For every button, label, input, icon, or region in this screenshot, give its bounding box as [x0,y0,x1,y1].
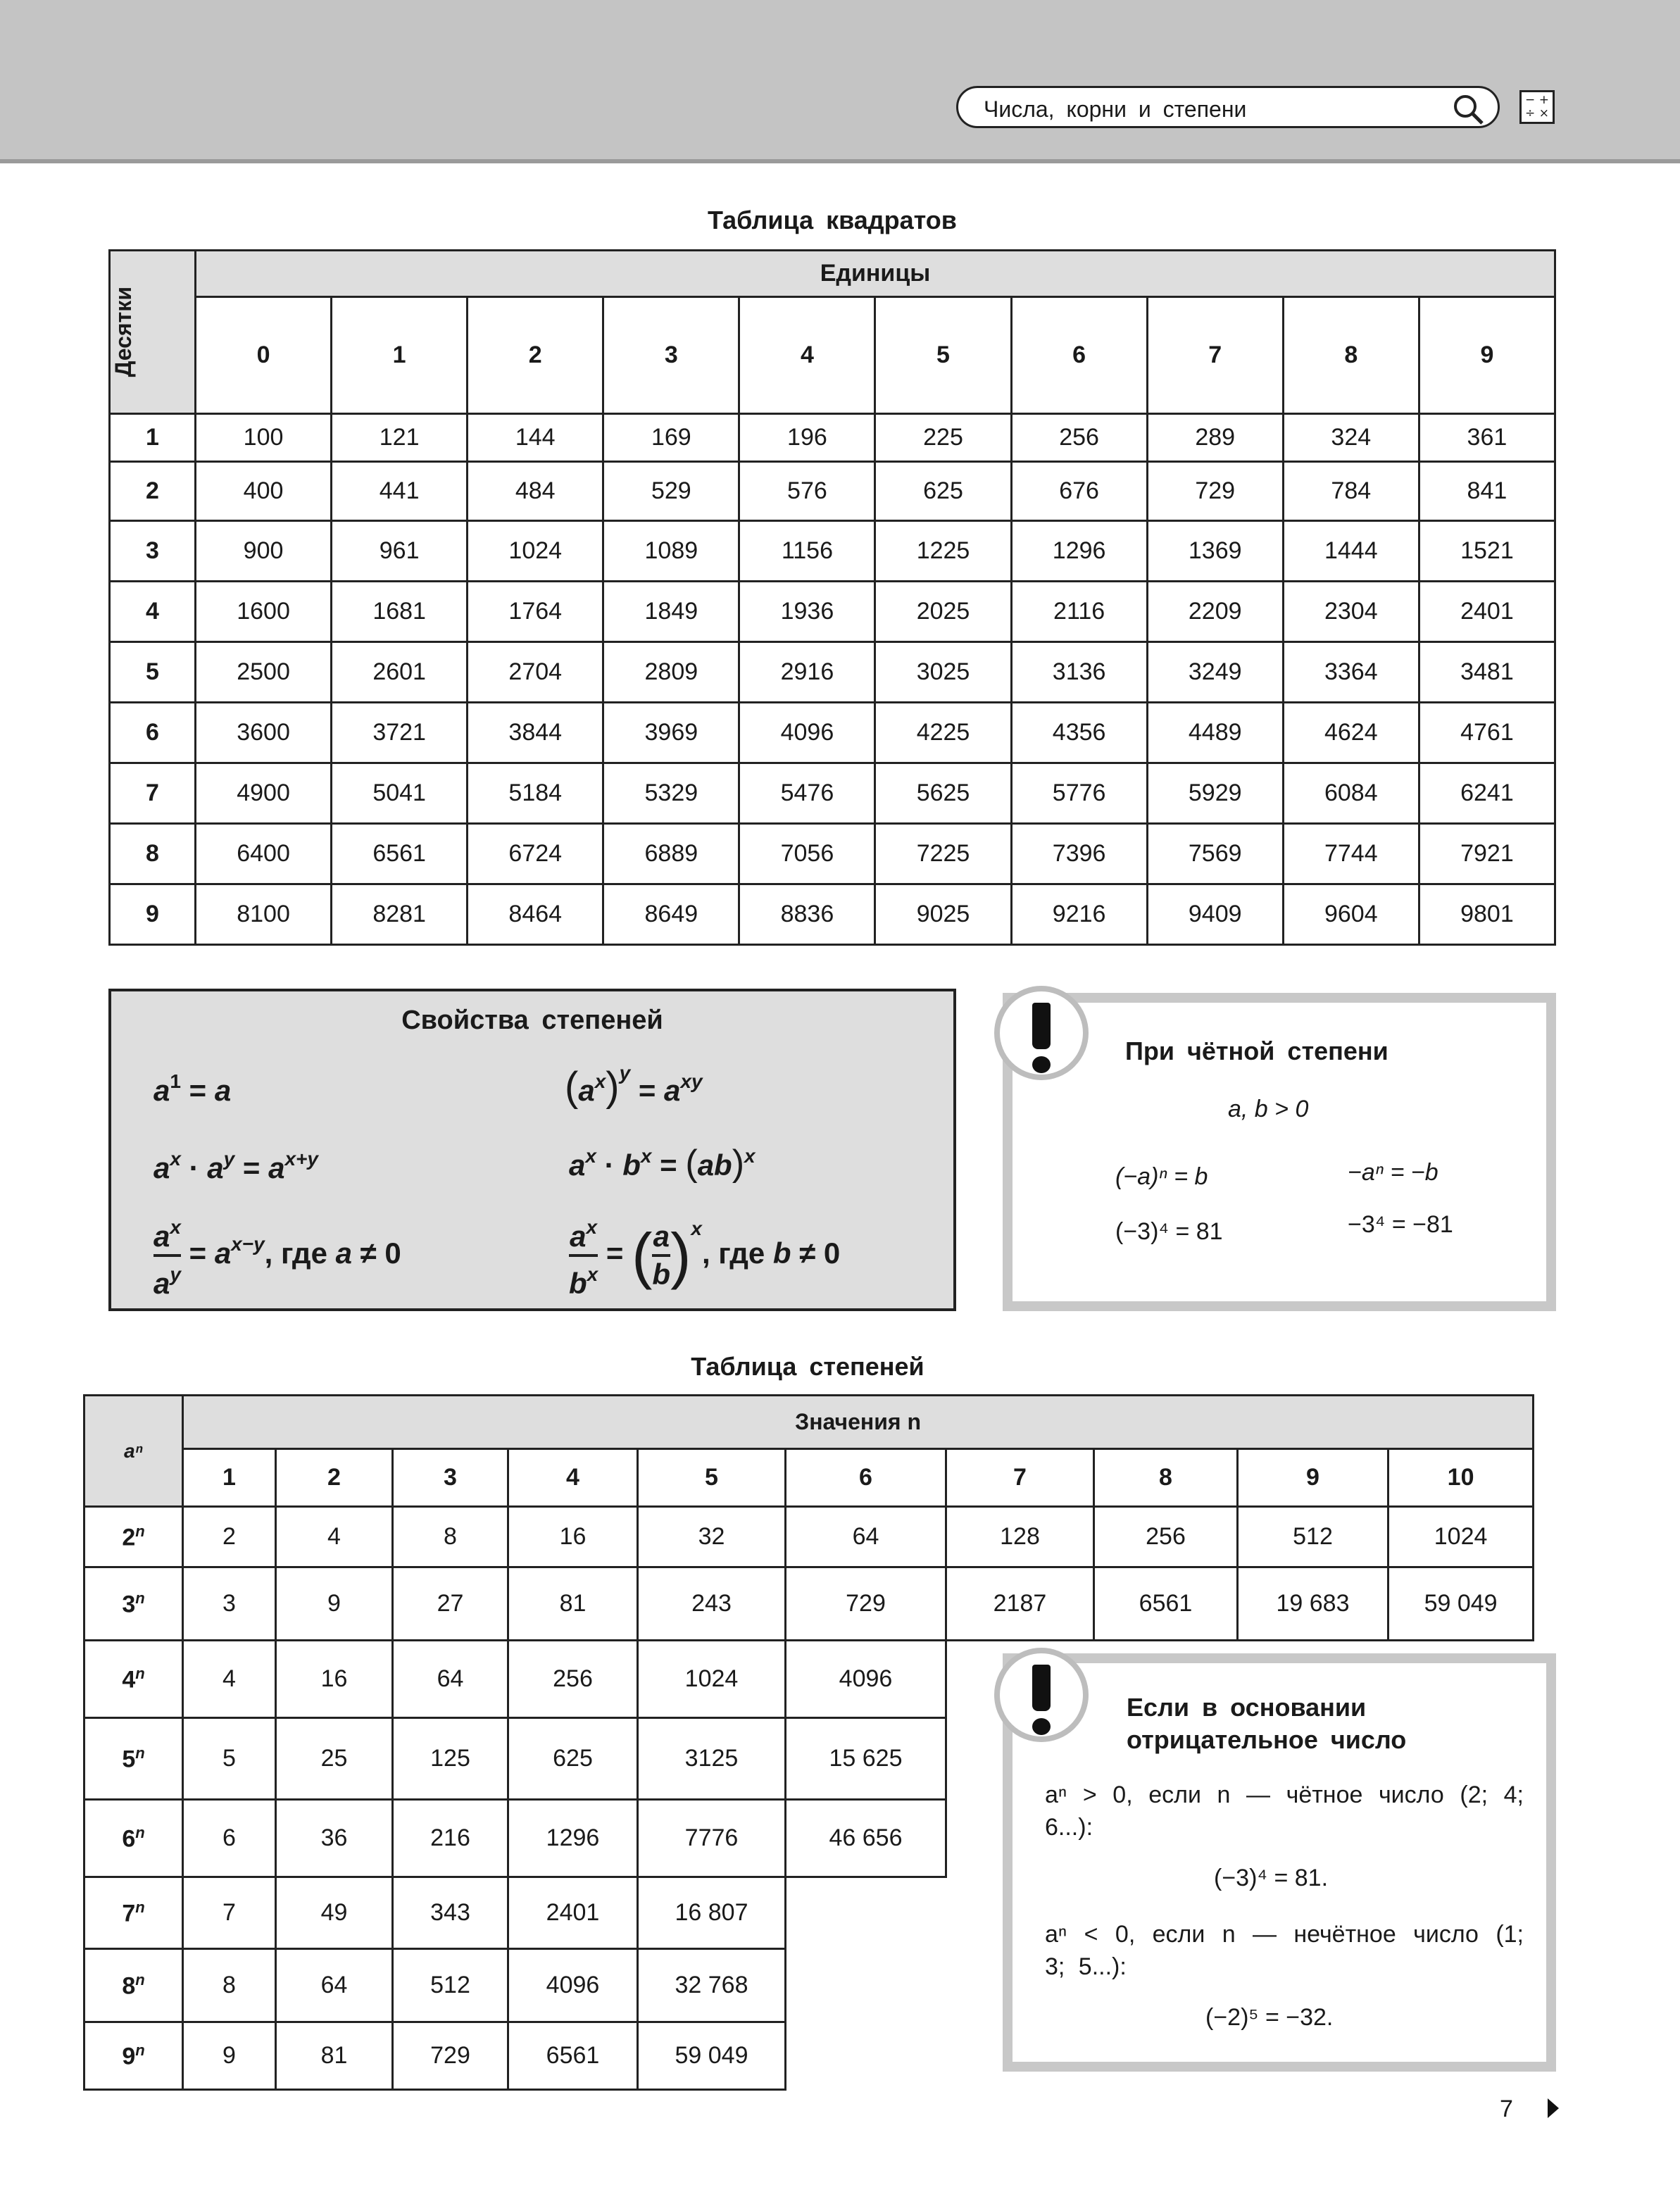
units-header: 8 [1283,297,1419,414]
power-value: 1024 [638,1641,786,1718]
power-value: 59 049 [638,2022,786,2090]
power-value: 343 [393,1877,508,1949]
n-header: 2 [276,1449,393,1507]
square-value: 5476 [739,763,875,824]
square-value: 2809 [603,642,739,703]
square-value: 5776 [1011,763,1147,824]
square-value: 5929 [1147,763,1283,824]
base-cell: 2$^n$ [84,1507,183,1567]
square-value: 2116 [1011,582,1147,642]
power-value: 6561 [1094,1567,1238,1641]
units-header: 4 [739,297,875,414]
power-value: 2187 [946,1567,1094,1641]
square-value: 900 [196,521,332,582]
table-row [110,462,1555,521]
square-value: 5184 [468,763,603,824]
power-value: 8 [183,1949,276,2022]
tens-cell: 6 [110,703,196,763]
power-value: 216 [393,1800,508,1877]
units-header: 2 [468,297,603,414]
square-value: 6561 [332,824,468,884]
power-value: 46 656 [786,1800,946,1877]
square-value: 9801 [1419,884,1555,945]
square-value: 1521 [1419,521,1555,582]
square-value: 9025 [875,884,1011,945]
square-value: 961 [332,521,468,582]
square-value: 225 [875,414,1011,462]
square-value: 3969 [603,703,739,763]
even-note-condition: a, b > 0 [1228,1096,1309,1122]
square-value: 3844 [468,703,603,763]
square-value: 6889 [603,824,739,884]
power-value: 32 768 [638,1949,786,2022]
square-value: 1156 [739,521,875,582]
formula-quotient-same-base: $\frac{a^x}{a^y}$ = $a^{x-y}$, где a ≠ 0 [153,1210,401,1301]
power-value: 2401 [508,1877,638,1949]
square-value: 2025 [875,582,1011,642]
square-value: 8649 [603,884,739,945]
square-value: 1444 [1283,521,1419,582]
power-value: 19 683 [1238,1567,1388,1641]
tens-cell: 7 [110,763,196,824]
tens-cell: 2 [110,462,196,521]
power-value: 5 [183,1718,276,1800]
tens-cell: 9 [110,884,196,945]
square-value: 6241 [1419,763,1555,824]
power-value: 8 [393,1507,508,1567]
units-header: 6 [1011,297,1147,414]
square-value: 7396 [1011,824,1147,884]
base-cell: 5$^n$ [84,1718,183,1800]
square-value: 1681 [332,582,468,642]
square-value: 3481 [1419,642,1555,703]
square-value: 8836 [739,884,875,945]
square-value: 576 [739,462,875,521]
square-value: 4356 [1011,703,1147,763]
square-value: 2704 [468,642,603,703]
square-value: 144 [468,414,603,462]
formula-product-same-base: $a^x \cdot a^y = a^{x+y}$ [153,1148,318,1184]
power-value: 81 [508,1567,638,1641]
square-value: 3364 [1283,642,1419,703]
square-value: 9604 [1283,884,1419,945]
square-value: 1296 [1011,521,1147,582]
power-value: 16 807 [638,1877,786,1949]
power-value: 4 [276,1507,393,1567]
base-cell: 3$^n$ [84,1567,183,1641]
square-value: 5329 [603,763,739,824]
power-value: 125 [393,1718,508,1800]
negative-note-title: Если в основании отрицательное число [1127,1693,1407,1754]
power-value: 3 [183,1567,276,1641]
negative-note-line1: aⁿ > 0, если n — чётное число (2; 4; 6...): [1045,1782,1524,1841]
empty-cell [786,1949,946,2022]
units-label: Единицы [196,251,1555,297]
square-value: 5625 [875,763,1011,824]
power-value: 4 [183,1641,276,1718]
table-row [110,642,1555,703]
next-page-arrow-icon[interactable] [1548,2098,1559,2118]
base-cell: 6$^n$ [84,1800,183,1877]
power-value: 243 [638,1567,786,1641]
negative-note-line2: aⁿ < 0, если n — нечётное число (1; 3; 5...): [1045,1921,1524,1980]
base-cell: 4$^n$ [84,1641,183,1718]
table-row [110,582,1555,642]
table-row [110,521,1555,582]
square-value: 676 [1011,462,1147,521]
power-value: 7 [183,1877,276,1949]
powers-title: Таблица степеней [691,1352,924,1381]
power-properties-box [108,989,956,1311]
square-value: 7225 [875,824,1011,884]
tens-cell: 4 [110,582,196,642]
square-value: 196 [739,414,875,462]
square-value: 6400 [196,824,332,884]
power-value: 729 [786,1567,946,1641]
square-value: 2209 [1147,582,1283,642]
table-row [84,1567,1534,1641]
even-note-example1: (−3)⁴ = 81 [1115,1218,1223,1245]
n-header: 6 [786,1449,946,1507]
square-value: 2401 [1419,582,1555,642]
squares-title: Таблица квадратов [708,206,957,234]
square-value: 2916 [739,642,875,703]
square-value: 1764 [468,582,603,642]
calculator-icon[interactable]: − + ÷ × [1519,90,1555,124]
even-note-example2: −3⁴ = −81 [1348,1211,1453,1238]
power-value: 32 [638,1507,786,1567]
exclamation-icon [994,986,1089,1080]
n-header: 7 [946,1449,1094,1507]
tens-cell: 3 [110,521,196,582]
square-value: 3025 [875,642,1011,703]
squares-table [108,249,1556,946]
tens-label: Десятки [111,287,136,377]
units-header: 9 [1419,297,1555,414]
n-header: 10 [1388,1449,1534,1507]
search-text: Числа, корни и степени [984,96,1247,122]
power-value: 15 625 [786,1718,946,1800]
power-value: 27 [393,1567,508,1641]
square-value: 441 [332,462,468,521]
square-value: 2500 [196,642,332,703]
square-value: 484 [468,462,603,521]
square-value: 9216 [1011,884,1147,945]
power-value: 729 [393,2022,508,2090]
corner-an: aⁿ [84,1396,183,1507]
n-values-label: Значения n [183,1396,1534,1449]
square-value: 841 [1419,462,1555,521]
power-value: 6561 [508,2022,638,2090]
power-value: 9 [276,1567,393,1641]
power-value: 25 [276,1718,393,1800]
properties-title: Свойства степеней [401,1006,663,1035]
power-value: 16 [508,1507,638,1567]
square-value: 3136 [1011,642,1147,703]
table-row [110,824,1555,884]
power-value: 4096 [508,1949,638,2022]
square-value: 1600 [196,582,332,642]
square-value: 9409 [1147,884,1283,945]
n-header: 4 [508,1449,638,1507]
square-value: 289 [1147,414,1283,462]
power-value: 128 [946,1507,1094,1567]
power-value: 59 049 [1388,1567,1534,1641]
base-cell: 9$^n$ [84,2022,183,2090]
base-cell: 7$^n$ [84,1877,183,1949]
power-value: 512 [393,1949,508,2022]
square-value: 1849 [603,582,739,642]
even-note-formula1: (−a)ⁿ = b [1115,1163,1208,1190]
square-value: 4761 [1419,703,1555,763]
header-bar [0,0,1680,163]
formula-product-same-exp: $a^x \cdot b^x = (ab)^x$ [569,1143,756,1184]
base-cell: 8$^n$ [84,1949,183,2022]
power-value: 6 [183,1800,276,1877]
units-header: 5 [875,297,1011,414]
power-value: 81 [276,2022,393,2090]
square-value: 169 [603,414,739,462]
tens-cell: 1 [110,414,196,462]
n-header: 9 [1238,1449,1388,1507]
negative-note-example1: (−3)⁴ = 81. [1214,1865,1329,1891]
table-row [84,1507,1534,1567]
square-value: 6084 [1283,763,1419,824]
power-value: 256 [1094,1507,1238,1567]
square-value: 8281 [332,884,468,945]
power-value: 49 [276,1877,393,1949]
units-header: 3 [603,297,739,414]
table-row [110,414,1555,462]
square-value: 400 [196,462,332,521]
units-header: 1 [332,297,468,414]
power-value: 7776 [638,1800,786,1877]
negative-note-example2: (−2)⁵ = −32. [1205,2004,1334,2031]
page-number: 7 [1500,2096,1513,2122]
square-value: 4489 [1147,703,1283,763]
square-value: 3721 [332,703,468,763]
power-value: 16 [276,1641,393,1718]
tens-cell: 5 [110,642,196,703]
power-value: 512 [1238,1507,1388,1567]
search-box[interactable] [956,86,1500,128]
negative-base-note [1003,1653,1556,2072]
n-header: 5 [638,1449,786,1507]
formula-power-of-power: $(a^x)^y = a^{xy}$ [565,1062,703,1110]
square-value: 4900 [196,763,332,824]
square-value: 1936 [739,582,875,642]
square-value: 2304 [1283,582,1419,642]
square-value: 7569 [1147,824,1283,884]
square-value: 529 [603,462,739,521]
search-icon[interactable] [1451,92,1485,126]
power-value: 36 [276,1800,393,1877]
square-value: 6724 [468,824,603,884]
square-value: 324 [1283,414,1419,462]
table-row [110,703,1555,763]
square-value: 1369 [1147,521,1283,582]
square-value: 4624 [1283,703,1419,763]
square-value: 2601 [332,642,468,703]
power-value: 64 [786,1507,946,1567]
square-value: 625 [875,462,1011,521]
power-value: 1024 [1388,1507,1534,1567]
empty-cell [786,1877,946,1949]
even-note-title: При чётной степени [1125,1037,1388,1065]
square-value: 729 [1147,462,1283,521]
power-value: 64 [276,1949,393,2022]
square-value: 4225 [875,703,1011,763]
power-value: 256 [508,1641,638,1718]
empty-cell [786,2022,946,2090]
square-value: 256 [1011,414,1147,462]
table-row [110,884,1555,945]
power-value: 2 [183,1507,276,1567]
square-value: 1089 [603,521,739,582]
square-value: 7921 [1419,824,1555,884]
square-value: 5041 [332,763,468,824]
power-value: 9 [183,2022,276,2090]
n-header: 1 [183,1449,276,1507]
formula-a1: $a^1 = a$ [153,1070,232,1107]
square-value: 121 [332,414,468,462]
square-value: 8464 [468,884,603,945]
units-header: 0 [196,297,332,414]
n-header: 8 [1094,1449,1238,1507]
power-value: 4096 [786,1641,946,1718]
square-value: 3249 [1147,642,1283,703]
square-value: 1225 [875,521,1011,582]
square-value: 1024 [468,521,603,582]
power-value: 3125 [638,1718,786,1800]
formula-quotient-same-exp: $\frac{a^x}{b^x}$ = ( $\frac{a}{b}$ )$^x$, где b ≠ 0 [569,1210,840,1301]
square-value: 361 [1419,414,1555,462]
units-header: 7 [1147,297,1283,414]
even-note-formula2: −aⁿ = −b [1348,1159,1438,1186]
square-value: 8100 [196,884,332,945]
power-value: 1296 [508,1800,638,1877]
square-value: 784 [1283,462,1419,521]
square-value: 100 [196,414,332,462]
exclamation-icon [994,1648,1089,1742]
square-value: 3600 [196,703,332,763]
power-value: 64 [393,1641,508,1718]
table-row [110,763,1555,824]
tens-cell: 8 [110,824,196,884]
n-header: 3 [393,1449,508,1507]
power-value: 625 [508,1718,638,1800]
square-value: 7056 [739,824,875,884]
square-value: 4096 [739,703,875,763]
square-value: 7744 [1283,824,1419,884]
